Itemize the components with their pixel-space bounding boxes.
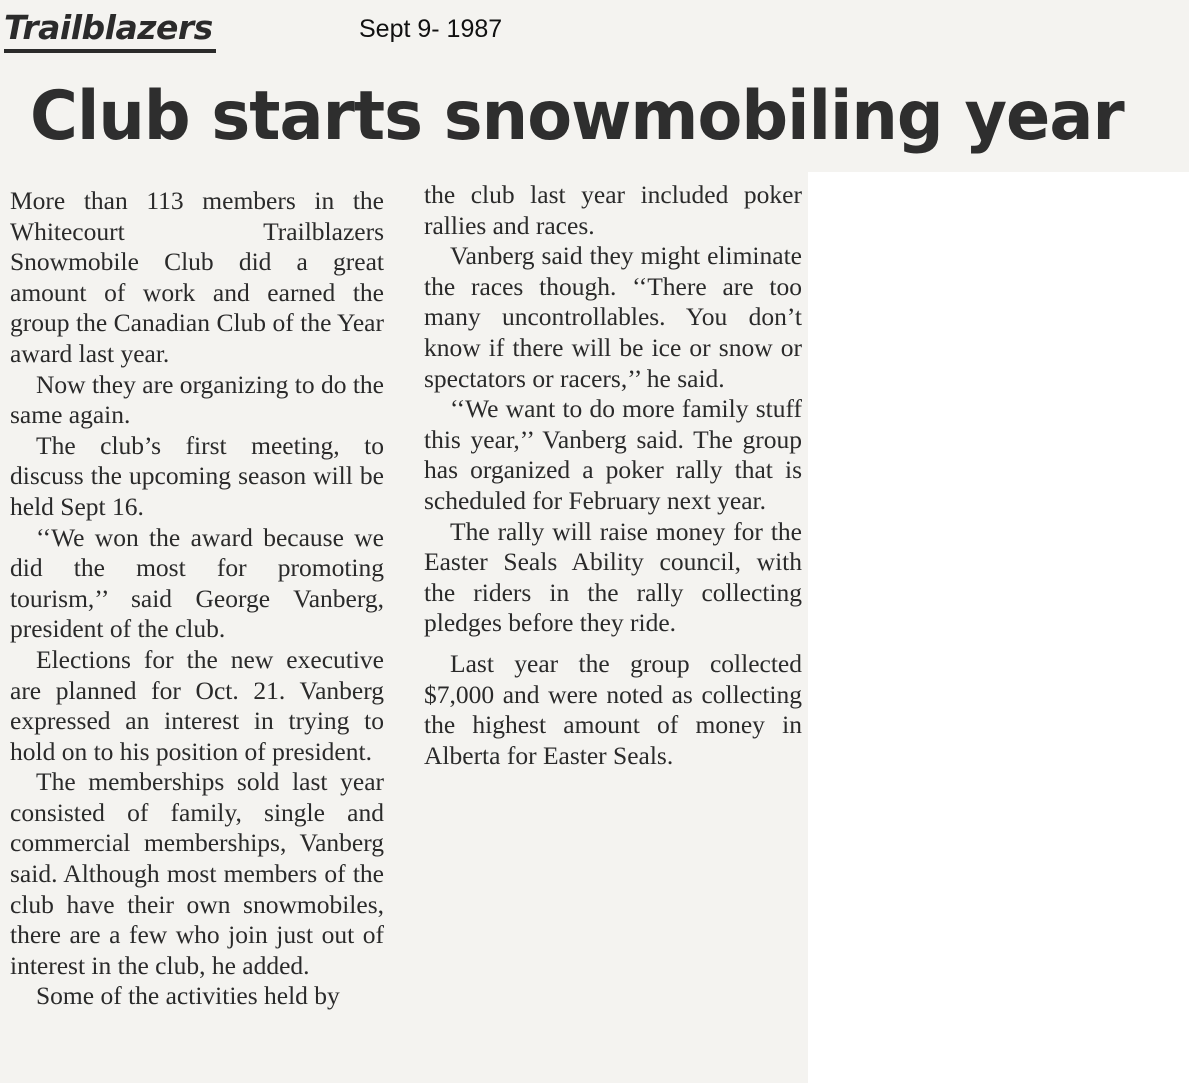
paragraph: The club’s first meeting, to discuss the upcoming season will be held Sept 16. — [10, 430, 384, 521]
paragraph: More than 113 members in the Whitecourt Trailblazers Snowmobile Club did a great amount of work and earned the group the Canadian Club of the Year award last year. — [10, 186, 384, 368]
paragraph: the club last year included poker rallies and races. — [424, 180, 802, 240]
paragraph: Vanberg said they might eliminate the races though. ‘‘There are too many uncontrollables. You don’t know if there will be ice or snow or spectators or racers,’’ he said. — [424, 241, 802, 393]
paragraph: Elections for the new executive are planned for Oct. 21. Vanberg expressed an interest in trying to hold on to his position of president. — [10, 644, 384, 766]
section-label-underline — [4, 49, 216, 53]
paragraph: The rally will raise money for the Easter Seals Ability council, with the riders in the rally collecting pledges before they ride. — [424, 516, 802, 638]
paragraph: Now they are organizing to do the same again. — [10, 369, 384, 430]
paragraph: Some of the activities held by — [36, 981, 340, 1011]
paragraph: ‘‘We won the award because we did the most for promoting tourism,’’ said George Vanberg, president of the club. — [10, 522, 384, 644]
paragraph: ‘‘We want to do more family stuff this year,’’ Vanberg said. The group has organized a poker rally that is scheduled for February next year. — [424, 394, 802, 515]
article-column-left — [10, 186, 384, 1012]
paragraph: The memberships sold last year consisted of family, single and commercial memberships, Vanberg said. Although most members of the club have their own snowmobiles, there are a few who join just out of interest in the club, he added. — [10, 767, 384, 980]
headline: Club starts snowmobiling year — [30, 77, 1124, 156]
section-label: Trailblazers — [4, 8, 213, 47]
article-column-right — [424, 180, 802, 771]
paragraph: Last year the group collected $7,000 and were noted as collecting the highest amount of money in Alberta for Easter Seals. — [424, 648, 802, 770]
date-annotation: Sept 9- 1987 — [359, 15, 503, 43]
